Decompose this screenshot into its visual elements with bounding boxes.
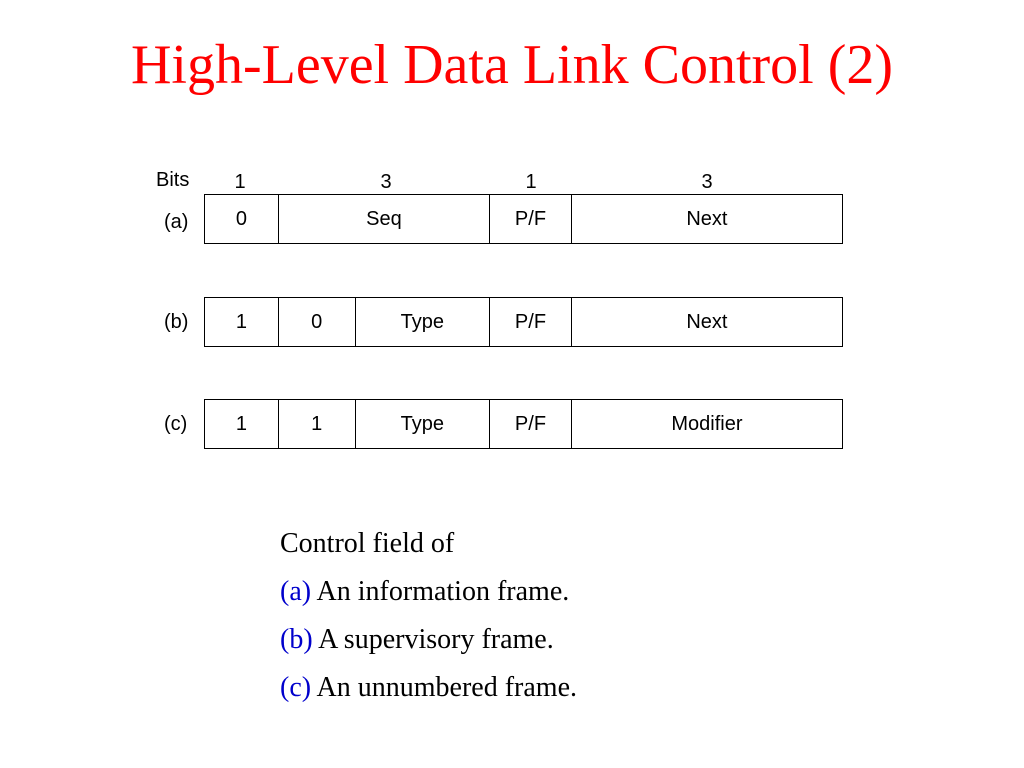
caption-text: An information frame. — [316, 576, 570, 607]
caption-marker: (a) — [280, 576, 312, 607]
unnumbered-frame-control-field — [204, 399, 843, 449]
caption-text: An unnumbered frame. — [316, 672, 578, 703]
bit-width-4: 3 — [701, 171, 713, 193]
caption-item — [280, 669, 577, 717]
bits-label: Bits — [156, 169, 190, 191]
row-label-a: (a) — [164, 211, 189, 233]
field-cell: 1 — [205, 298, 279, 346]
slide-title: High-Level Data Link Control (2) — [130, 34, 893, 96]
field-cell: Modifier — [671, 412, 743, 435]
field-cell: Next — [686, 310, 728, 333]
caption-marker: (b) — [280, 624, 313, 655]
field-cell: P/F — [490, 400, 572, 448]
field-cell: 1 — [279, 400, 356, 448]
field-cell: 0 — [205, 195, 279, 243]
field-cell: Next — [686, 207, 728, 230]
bit-width-1: 1 — [234, 171, 246, 193]
field-cell: P/F — [490, 195, 572, 243]
field-cell: Type — [356, 400, 491, 448]
information-frame-control-field — [204, 194, 843, 244]
figure-caption — [280, 525, 577, 717]
bit-width-3: 1 — [525, 171, 537, 193]
caption-text: A supervisory frame. — [318, 624, 554, 655]
supervisory-frame-control-field — [204, 297, 843, 347]
bit-width-2: 3 — [380, 171, 392, 193]
caption-item — [280, 573, 577, 621]
field-cell: Type — [356, 298, 491, 346]
caption-marker: (c) — [280, 672, 312, 703]
field-cell: Seq — [279, 195, 490, 243]
field-cell: 1 — [205, 400, 279, 448]
caption-heading: Control field of — [280, 528, 455, 559]
field-cell: P/F — [490, 298, 572, 346]
row-label-b: (b) — [164, 311, 189, 333]
caption-item — [280, 621, 577, 669]
row-label-c: (c) — [164, 413, 188, 435]
field-cell: 0 — [279, 298, 356, 346]
